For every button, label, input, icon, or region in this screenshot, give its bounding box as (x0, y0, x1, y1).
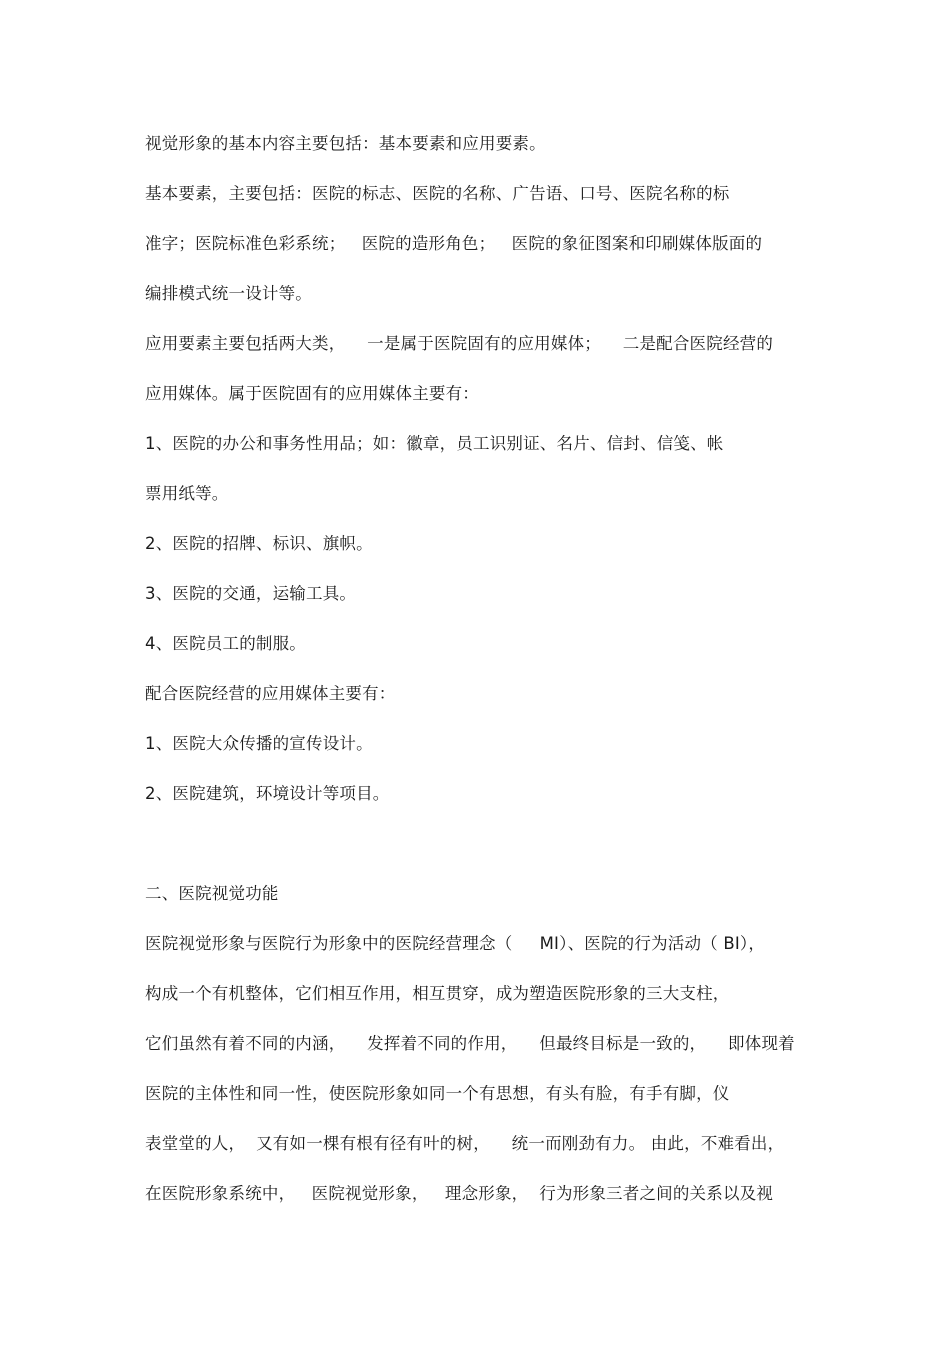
text-line: 2、医院的招牌、标识、旗帜。 (145, 534, 373, 553)
text-line: 应用要素主要包括两大类， 一是属于医院固有的应用媒体； 二是配合医院经营的 (145, 334, 774, 353)
text-line: 准字；医院标准色彩系统； 医院的造形角色； 医院的象征图案和印刷媒体版面的 (145, 234, 763, 253)
section-heading: 二、医院视觉功能 (145, 884, 279, 903)
text-line: 它们虽然有着不同的内涵， 发挥着不同的作用， 但最终目标是一致的， 即体现着 (145, 1034, 795, 1053)
text-line: 4、医院员工的制服。 (145, 634, 306, 653)
text-line: 表堂堂的人， 又有如一棵有根有径有叶的树， 统一而刚劲有力。 由此，不难看出， (145, 1134, 785, 1153)
text-line: 配合医院经营的应用媒体主要有： (145, 684, 396, 703)
text-line: 医院视觉形象与医院行为形象中的医院经营理念（ MI）、医院的行为活动（ BI）， (145, 934, 766, 953)
text-line: 基本要素，主要包括：医院的标志、医院的名称、广告语、口号、医院名称的标 (145, 184, 730, 203)
text-line: 医院的主体性和同一性，使医院形象如同一个有思想，有头有脸，有手有脚，仪 (145, 1084, 730, 1103)
text-line: 在医院形象系统中， 医院视觉形象， 理念形象， 行为形象三者之间的关系以及视 (145, 1184, 774, 1203)
text-line: 1、医院大众传播的宣传设计。 (145, 734, 373, 753)
text-line: 应用媒体。属于医院固有的应用媒体主要有： (145, 384, 479, 403)
text-line: 构成一个有机整体，它们相互作用，相互贯穿，成为塑造医院形象的三大支柱， (145, 984, 730, 1003)
text-line: 票用纸等。 (145, 484, 229, 503)
text-line: 3、医院的交通，运输工具。 (145, 584, 357, 603)
text-line: 1、医院的办公和事务性用品；如：徽章，员工识别证、名片、信封、信笺、帐 (145, 434, 724, 453)
text-line: 视觉形象的基本内容主要包括：基本要素和应用要素。 (145, 134, 546, 153)
text-line: 编排模式统一设计等。 (145, 284, 312, 303)
text-line: 2、医院建筑，环境设计等项目。 (145, 784, 390, 803)
